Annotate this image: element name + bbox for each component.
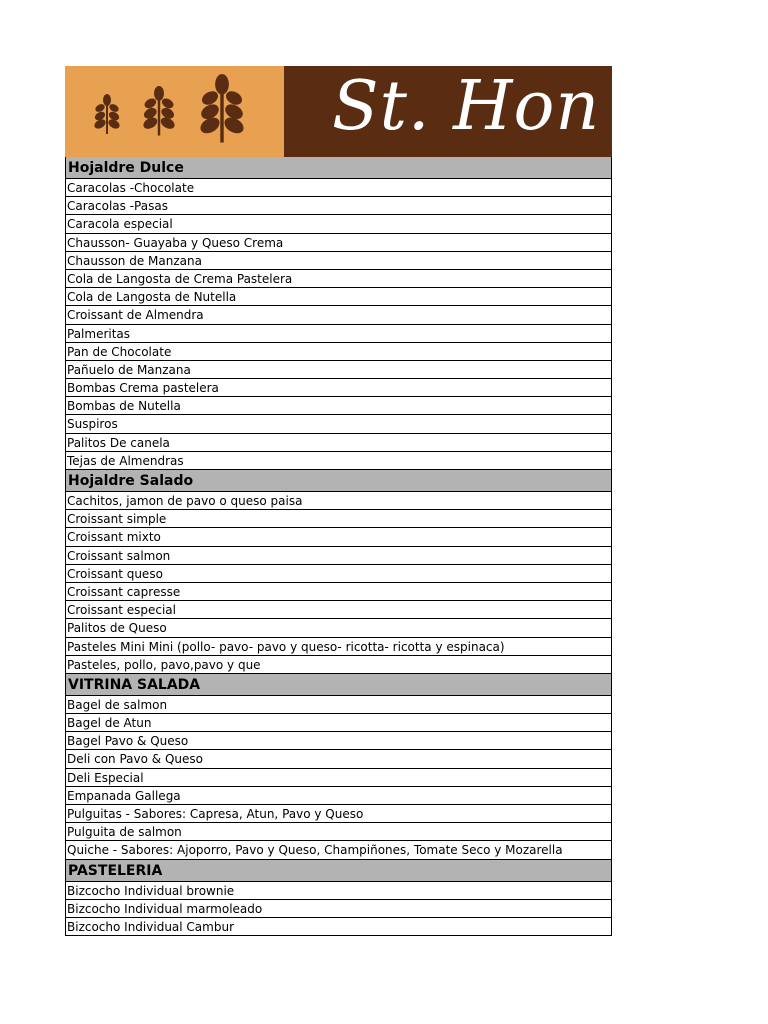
menu-item-row: Pasteles, pollo, pavo,pavo y que xyxy=(65,656,612,674)
menu-item-row: Caracola especial xyxy=(65,215,612,233)
section-header: Hojaldre Salado xyxy=(65,470,612,492)
section-header: PASTELERIA xyxy=(65,860,612,882)
section-header: VITRINA SALADA xyxy=(65,674,612,696)
menu-table xyxy=(65,157,612,936)
menu-item-row: Croissant mixto xyxy=(65,528,612,546)
menu-item-row: Caracolas -Chocolate xyxy=(65,179,612,197)
wheat-icon xyxy=(139,86,179,138)
menu-item-row: Palitos de Queso xyxy=(65,619,612,637)
menu-item-row: Bagel Pavo & Queso xyxy=(65,732,612,750)
menu-item-row: Chausson- Guayaba y Queso Crema xyxy=(65,234,612,252)
menu-item-row: Bizcocho Individual Cambur xyxy=(65,918,612,936)
menu-item-row: Croissant salmon xyxy=(65,547,612,565)
menu-item-row: Deli Especial xyxy=(65,769,612,787)
menu-item-row: Croissant de Almendra xyxy=(65,306,612,324)
menu-item-row: Pulguita de salmon xyxy=(65,823,612,841)
menu-item-row: Cola de Langosta de Nutella xyxy=(65,288,612,306)
menu-item-row: Bizcocho Individual marmoleado xyxy=(65,900,612,918)
wheat-icon xyxy=(91,94,123,136)
menu-item-row: Cachitos, jamon de pavo o queso paisa xyxy=(65,492,612,510)
menu-item-row: Bombas de Nutella xyxy=(65,397,612,415)
menu-item-row: Cola de Langosta de Crema Pastelera xyxy=(65,270,612,288)
menu-item-row: Suspiros xyxy=(65,415,612,433)
menu-item-row: Palmeritas xyxy=(65,325,612,343)
menu-item-row: Pañuelo de Manzana xyxy=(65,361,612,379)
menu-item-row: Tejas de Almendras xyxy=(65,452,612,470)
brand-banner xyxy=(65,66,612,157)
menu-item-row: Pulguitas - Sabores: Capresa, Atun, Pavo y Queso xyxy=(65,805,612,823)
menu-item-row: Quiche - Sabores: Ajoporro, Pavo y Queso, Champiñones, Tomate Seco y Mozarella xyxy=(65,841,612,859)
menu-item-row: Bizcocho Individual brownie xyxy=(65,882,612,900)
banner-logo-panel xyxy=(65,66,284,157)
menu-item-row: Croissant queso xyxy=(65,565,612,583)
menu-item-row: Pasteles Mini Mini (pollo- pavo- pavo y queso- ricotta- ricotta y espinaca) xyxy=(65,638,612,656)
menu-item-row: Caracolas -Pasas xyxy=(65,197,612,215)
menu-item-row: Bagel de salmon xyxy=(65,696,612,714)
banner-brand-panel xyxy=(284,66,612,157)
wheat-icon xyxy=(193,74,251,146)
menu-item-row: Croissant simple xyxy=(65,510,612,528)
section-header: Hojaldre Dulce xyxy=(65,157,612,179)
menu-item-row: Bagel de Atun xyxy=(65,714,612,732)
menu-item-row: Deli con Pavo & Queso xyxy=(65,750,612,768)
menu-item-row: Bombas Crema pastelera xyxy=(65,379,612,397)
menu-item-row: Chausson de Manzana xyxy=(65,252,612,270)
menu-item-row: Croissant capresse xyxy=(65,583,612,601)
menu-item-row: Palitos De canela xyxy=(65,434,612,452)
brand-name: St. Hon xyxy=(332,67,601,146)
menu-item-row: Croissant especial xyxy=(65,601,612,619)
menu-item-row: Empanada Gallega xyxy=(65,787,612,805)
menu-item-row: Pan de Chocolate xyxy=(65,343,612,361)
menu-sheet xyxy=(65,66,612,936)
